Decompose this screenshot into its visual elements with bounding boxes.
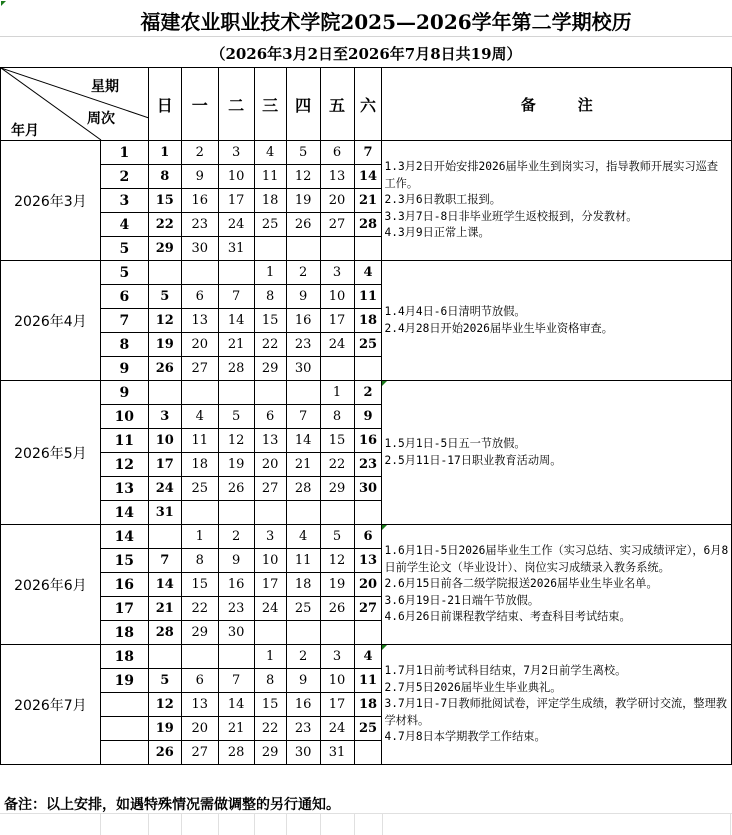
- day-cell-sun: 12: [148, 309, 181, 333]
- week-number: 16: [100, 573, 148, 597]
- day-cell-sat: 7: [354, 141, 382, 165]
- day-header-sun: 日: [148, 68, 181, 141]
- subtitle-row: [0, 37, 732, 67]
- week-number: 8: [100, 333, 148, 357]
- grid-divider: [730, 814, 731, 835]
- day-cell-thu: 18: [286, 573, 320, 597]
- day-cell-mon: 25: [181, 477, 218, 501]
- day-cell-tue: [218, 501, 254, 525]
- day-cell-wed: 27: [254, 477, 286, 501]
- day-cell-sat: 28: [354, 213, 382, 237]
- day-cell-wed: [254, 501, 286, 525]
- day-cell-sun: 14: [148, 573, 181, 597]
- grid-divider: [354, 814, 355, 835]
- note-item: 2.7月5日2026届毕业生毕业典礼。: [384, 680, 562, 694]
- day-cell-fri: 26: [320, 597, 354, 621]
- day-header-sat: 六: [354, 68, 382, 141]
- day-cell-sat: 9: [354, 405, 382, 429]
- week-number: 6: [100, 285, 148, 309]
- week-number: 18: [100, 645, 148, 669]
- day-cell-thu: 23: [286, 717, 320, 741]
- grid-divider: [100, 814, 101, 835]
- day-cell-sun: 5: [148, 669, 181, 693]
- comment-marker-icon: [382, 381, 387, 386]
- day-cell-fri: 31: [320, 741, 354, 765]
- note-item: 2.5月11日-17日职业教育活动周。: [384, 453, 562, 467]
- day-cell-thu: 16: [286, 309, 320, 333]
- week-number: 11: [100, 429, 148, 453]
- day-cell-wed: 11: [254, 165, 286, 189]
- day-cell-wed: 3: [254, 525, 286, 549]
- day-cell-thu: 16: [286, 693, 320, 717]
- day-cell-sun: 12: [148, 693, 181, 717]
- day-cell-sat: 25: [354, 717, 382, 741]
- day-cell-wed: 24: [254, 597, 286, 621]
- note-item: 4.7月8日本学期教学工作结束。: [384, 730, 546, 744]
- day-cell-tue: 7: [218, 669, 254, 693]
- day-cell-mon: 4: [181, 405, 218, 429]
- month-axis-label: 年月: [11, 123, 39, 139]
- day-cell-sun: 31: [148, 501, 181, 525]
- day-cell-sat: 25: [354, 333, 382, 357]
- day-cell-tue: 5: [218, 405, 254, 429]
- day-cell-thu: 26: [286, 213, 320, 237]
- day-cell-thu: 23: [286, 333, 320, 357]
- day-cell-mon: 13: [181, 693, 218, 717]
- day-cell-tue: 21: [218, 717, 254, 741]
- week-number: 17: [100, 597, 148, 621]
- day-cell-wed: 6: [254, 405, 286, 429]
- day-cell-sun: [148, 381, 181, 405]
- month-label: 2026年7月: [1, 645, 101, 765]
- day-cell-sat: 14: [354, 165, 382, 189]
- day-cell-fri: 3: [320, 645, 354, 669]
- diagonal-header-cell: [1, 68, 149, 141]
- day-cell-sat: [354, 501, 382, 525]
- day-cell-tue: [218, 381, 254, 405]
- day-cell-wed: 1: [254, 261, 286, 285]
- day-cell-wed: 29: [254, 741, 286, 765]
- day-cell-sat: 20: [354, 573, 382, 597]
- day-cell-thu: 5: [286, 141, 320, 165]
- day-cell-sun: 19: [148, 333, 181, 357]
- week-row: [1, 261, 732, 285]
- day-cell-sat: 18: [354, 309, 382, 333]
- day-cell-wed: 1: [254, 645, 286, 669]
- week-number: [100, 741, 148, 765]
- day-cell-mon: 6: [181, 285, 218, 309]
- week-number: 4: [100, 213, 148, 237]
- day-cell-mon: 15: [181, 573, 218, 597]
- note-item: 3.3月7日-8日非毕业班学生返校报到，分发教材。: [384, 209, 638, 223]
- day-cell-tue: 17: [218, 189, 254, 213]
- week-number: [100, 717, 148, 741]
- day-cell-thu: 21: [286, 453, 320, 477]
- week-number: 7: [100, 309, 148, 333]
- day-cell-wed: 17: [254, 573, 286, 597]
- day-cell-thu: 11: [286, 549, 320, 573]
- day-cell-tue: [218, 261, 254, 285]
- day-cell-sat: 18: [354, 693, 382, 717]
- month-label: 2026年5月: [1, 381, 101, 525]
- day-cell-wed: 4: [254, 141, 286, 165]
- month-notes: [382, 525, 732, 645]
- day-cell-mon: 8: [181, 549, 218, 573]
- day-cell-mon: 29: [181, 621, 218, 645]
- day-cell-fri: 20: [320, 189, 354, 213]
- day-cell-fri: 24: [320, 333, 354, 357]
- note-item: 3.7月1日-7日教师批阅试卷，评定学生成绩，教学研讨交流，整理教学材料。: [384, 697, 727, 727]
- day-cell-fri: 12: [320, 549, 354, 573]
- week-number: 9: [100, 381, 148, 405]
- weekday-axis-label: 星期: [91, 79, 119, 95]
- day-cell-sat: 16: [354, 429, 382, 453]
- day-cell-thu: [286, 237, 320, 261]
- grid-divider: [320, 814, 321, 835]
- day-cell-thu: 4: [286, 525, 320, 549]
- day-cell-tue: 14: [218, 309, 254, 333]
- day-cell-tue: 28: [218, 357, 254, 381]
- day-cell-thu: 30: [286, 357, 320, 381]
- day-cell-sun: 1: [148, 141, 181, 165]
- day-header-tue: 二: [218, 68, 254, 141]
- day-cell-sun: 21: [148, 597, 181, 621]
- week-row: [1, 645, 732, 669]
- day-cell-fri: 13: [320, 165, 354, 189]
- note-item: 1.4月4日-6日清明节放假。: [384, 305, 526, 318]
- day-cell-mon: 1: [181, 525, 218, 549]
- day-cell-sat: 30: [354, 477, 382, 501]
- note-item: 3.6月19日-21日端午节放假。: [384, 593, 540, 607]
- day-cell-tue: 14: [218, 693, 254, 717]
- day-cell-mon: 20: [181, 333, 218, 357]
- day-cell-fri: 5: [320, 525, 354, 549]
- day-cell-wed: 13: [254, 429, 286, 453]
- day-cell-mon: 30: [181, 237, 218, 261]
- month-notes: [382, 261, 732, 381]
- month-notes: [382, 141, 732, 261]
- day-cell-thu: [286, 621, 320, 645]
- note-item: 4.3月9日正常上课。: [384, 226, 490, 240]
- week-number: 9: [100, 357, 148, 381]
- day-cell-fri: 10: [320, 285, 354, 309]
- day-cell-sun: 26: [148, 741, 181, 765]
- note-item: 1.5月1日-5日五一节放假。: [384, 437, 526, 450]
- day-cell-tue: 21: [218, 333, 254, 357]
- comment-marker-icon: [382, 525, 387, 530]
- day-cell-wed: 20: [254, 453, 286, 477]
- week-axis-label: 周次: [87, 111, 115, 127]
- week-number: 18: [100, 621, 148, 645]
- day-cell-tue: 31: [218, 237, 254, 261]
- day-cell-tue: 7: [218, 285, 254, 309]
- day-cell-tue: 10: [218, 165, 254, 189]
- day-cell-wed: [254, 621, 286, 645]
- grid-divider: [181, 814, 182, 835]
- day-cell-mon: 22: [181, 597, 218, 621]
- day-cell-thu: 9: [286, 285, 320, 309]
- week-number: 19: [100, 669, 148, 693]
- day-cell-wed: 18: [254, 189, 286, 213]
- day-cell-thu: 14: [286, 429, 320, 453]
- day-cell-sat: 11: [354, 669, 382, 693]
- empty-grid-row: [0, 813, 732, 835]
- day-cell-thu: 12: [286, 165, 320, 189]
- day-cell-sat: [354, 741, 382, 765]
- day-cell-tue: 12: [218, 429, 254, 453]
- day-cell-sun: [148, 525, 181, 549]
- page-title: 福建农业职业技术学院2025—2026学年第二学期校历: [140, 10, 632, 34]
- month-label: 2026年3月: [1, 141, 101, 261]
- day-cell-fri: 17: [320, 309, 354, 333]
- day-cell-thu: 25: [286, 597, 320, 621]
- day-cell-thu: 28: [286, 477, 320, 501]
- day-header-fri: 五: [320, 68, 354, 141]
- day-cell-thu: 30: [286, 741, 320, 765]
- day-cell-sat: 4: [354, 261, 382, 285]
- day-cell-wed: [254, 381, 286, 405]
- day-cell-mon: 23: [181, 213, 218, 237]
- day-cell-mon: 2: [181, 141, 218, 165]
- day-cell-fri: 10: [320, 669, 354, 693]
- comment-marker-icon: [382, 645, 387, 650]
- day-cell-sun: [148, 261, 181, 285]
- day-cell-sat: 11: [354, 285, 382, 309]
- day-header-thu: 四: [286, 68, 320, 141]
- day-cell-fri: 17: [320, 693, 354, 717]
- week-number: 14: [100, 525, 148, 549]
- week-number: 5: [100, 237, 148, 261]
- grid-divider: [382, 814, 383, 835]
- day-cell-tue: 19: [218, 453, 254, 477]
- day-header-wed: 三: [254, 68, 286, 141]
- note-item: 1.6月1日-5日2026届毕业生工作（实习总结、实习成绩评定），6月8日前学生论文（毕业设计）、岗位实习成绩录入教务系统。: [384, 544, 729, 574]
- day-cell-mon: 27: [181, 741, 218, 765]
- day-cell-mon: 11: [181, 429, 218, 453]
- day-cell-sun: 5: [148, 285, 181, 309]
- note-item: 2.6月15日前各二级学院报送2026届毕业生毕业名单。: [384, 577, 658, 591]
- week-row: [1, 141, 732, 165]
- month-label: 2026年6月: [1, 525, 101, 645]
- day-cell-sat: 23: [354, 453, 382, 477]
- day-cell-thu: 7: [286, 405, 320, 429]
- day-cell-tue: [218, 645, 254, 669]
- day-cell-sun: 10: [148, 429, 181, 453]
- day-cell-fri: 22: [320, 453, 354, 477]
- day-cell-wed: 15: [254, 309, 286, 333]
- note-item: 4.6月26日前课程教学结束、考查科目考试结束。: [384, 610, 631, 624]
- day-cell-tue: 24: [218, 213, 254, 237]
- page-subtitle: （2026年3月2日至2026年7月8日共19周）: [210, 45, 522, 63]
- day-cell-thu: 2: [286, 261, 320, 285]
- day-cell-thu: 19: [286, 189, 320, 213]
- day-cell-tue: 2: [218, 525, 254, 549]
- day-cell-mon: [181, 501, 218, 525]
- title-row: [0, 0, 732, 37]
- day-cell-sat: [354, 357, 382, 381]
- day-cell-mon: 20: [181, 717, 218, 741]
- day-cell-sat: 2: [354, 381, 382, 405]
- day-cell-thu: 9: [286, 669, 320, 693]
- grid-divider: [286, 814, 287, 835]
- day-cell-tue: 28: [218, 741, 254, 765]
- day-cell-sat: 21: [354, 189, 382, 213]
- day-cell-tue: 23: [218, 597, 254, 621]
- day-cell-wed: 25: [254, 213, 286, 237]
- calendar-table: [0, 67, 732, 765]
- day-cell-fri: 1: [320, 381, 354, 405]
- day-cell-wed: 22: [254, 717, 286, 741]
- day-cell-wed: [254, 237, 286, 261]
- day-cell-sun: 8: [148, 165, 181, 189]
- day-cell-sat: 4: [354, 645, 382, 669]
- note-item: 1.7月1日前考试科目结束，7月2日前学生离校。: [384, 664, 627, 678]
- week-number: 2: [100, 165, 148, 189]
- grid-divider: [254, 814, 255, 835]
- day-cell-mon: 13: [181, 309, 218, 333]
- month-notes: [382, 645, 732, 765]
- day-cell-fri: [320, 501, 354, 525]
- day-cell-sun: 3: [148, 405, 181, 429]
- day-cell-tue: 26: [218, 477, 254, 501]
- day-cell-mon: [181, 645, 218, 669]
- day-cell-wed: 10: [254, 549, 286, 573]
- month-label: 2026年4月: [1, 261, 101, 381]
- day-cell-fri: 3: [320, 261, 354, 285]
- week-number: 10: [100, 405, 148, 429]
- day-cell-tue: 9: [218, 549, 254, 573]
- day-cell-sun: 29: [148, 237, 181, 261]
- day-cell-mon: [181, 381, 218, 405]
- day-cell-wed: 8: [254, 669, 286, 693]
- note-item: 2.4月28日开始2026届毕业生毕业资格审查。: [384, 321, 613, 335]
- day-header-mon: 一: [181, 68, 218, 141]
- day-cell-sat: [354, 621, 382, 645]
- day-cell-fri: [320, 357, 354, 381]
- note-item: 2.3月6日教职工报到。: [384, 193, 501, 207]
- day-cell-mon: 6: [181, 669, 218, 693]
- day-cell-tue: 16: [218, 573, 254, 597]
- grid-divider: [218, 814, 219, 835]
- day-cell-mon: 18: [181, 453, 218, 477]
- day-cell-tue: 3: [218, 141, 254, 165]
- day-cell-sun: 26: [148, 357, 181, 381]
- notes-header: 备注: [382, 68, 732, 141]
- day-cell-thu: 2: [286, 645, 320, 669]
- month-notes: [382, 381, 732, 525]
- day-cell-tue: 30: [218, 621, 254, 645]
- day-cell-fri: [320, 237, 354, 261]
- day-cell-fri: 8: [320, 405, 354, 429]
- day-cell-sat: [354, 237, 382, 261]
- day-cell-sun: 7: [148, 549, 181, 573]
- day-cell-sun: [148, 645, 181, 669]
- week-row: [1, 381, 732, 405]
- day-cell-wed: 8: [254, 285, 286, 309]
- day-cell-thu: [286, 501, 320, 525]
- week-number: 1: [100, 141, 148, 165]
- grid-divider: [148, 814, 149, 835]
- day-cell-wed: 22: [254, 333, 286, 357]
- note-item: 1.3月2日开始安排2026届毕业生到岗实习，指导教师开展实习巡查工作。: [384, 160, 719, 190]
- day-cell-mon: 9: [181, 165, 218, 189]
- calendar-body: [1, 141, 732, 765]
- day-cell-fri: 24: [320, 717, 354, 741]
- week-number: 14: [100, 501, 148, 525]
- day-cell-sun: 17: [148, 453, 181, 477]
- day-cell-sun: 19: [148, 717, 181, 741]
- day-cell-sun: 24: [148, 477, 181, 501]
- day-cell-sun: 22: [148, 213, 181, 237]
- day-cell-sat: 27: [354, 597, 382, 621]
- day-cell-mon: [181, 261, 218, 285]
- week-number: 15: [100, 549, 148, 573]
- day-cell-wed: 15: [254, 693, 286, 717]
- footer-note: 备注：以上安排，如遇特殊情况需做调整的另行通知。: [4, 797, 340, 813]
- day-cell-sun: 15: [148, 189, 181, 213]
- header-row: [1, 68, 732, 141]
- day-cell-fri: 15: [320, 429, 354, 453]
- day-cell-fri: 6: [320, 141, 354, 165]
- day-cell-mon: 16: [181, 189, 218, 213]
- day-cell-wed: 29: [254, 357, 286, 381]
- day-cell-fri: [320, 621, 354, 645]
- day-cell-fri: 27: [320, 213, 354, 237]
- week-number: 13: [100, 477, 148, 501]
- day-cell-thu: [286, 381, 320, 405]
- week-number: 5: [100, 261, 148, 285]
- day-cell-sat: 13: [354, 549, 382, 573]
- week-number: 3: [100, 189, 148, 213]
- day-cell-sat: 6: [354, 525, 382, 549]
- week-row: [1, 525, 732, 549]
- day-cell-sun: 28: [148, 621, 181, 645]
- week-number: [100, 693, 148, 717]
- day-cell-mon: 27: [181, 357, 218, 381]
- day-cell-fri: 19: [320, 573, 354, 597]
- day-cell-fri: 29: [320, 477, 354, 501]
- week-number: 12: [100, 453, 148, 477]
